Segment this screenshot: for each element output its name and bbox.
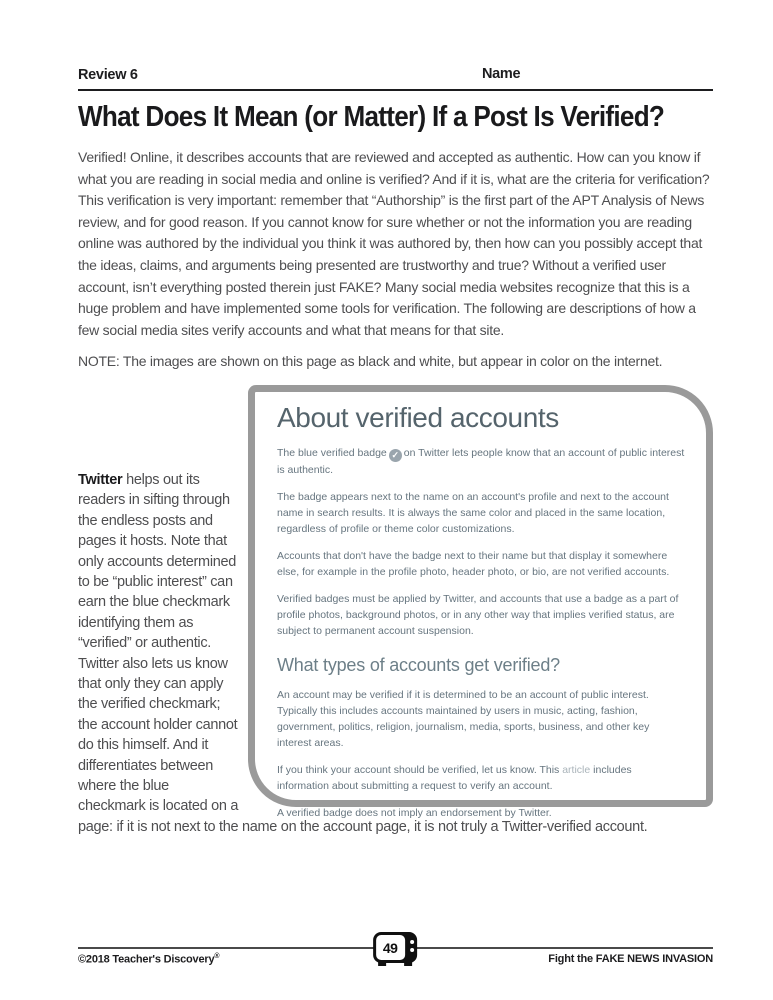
panel-paragraph-6	[277, 762, 686, 794]
copyright-main: ©2018 Teacher's Discovery	[78, 953, 215, 966]
tv-knob-icon	[410, 948, 414, 952]
twitter-section	[78, 385, 713, 837]
intro-paragraph: Verified! Online, it describes accounts that are reviewed and accepted as authentic. How can you know if what you are reading in social media and online is verified? And if it is, what are the criteria for verification? This verification is very important: remember that “Authorship” is the first part of the APT Analysis of News review, and for good reason. If you cannot know for sure whether or not the information you are reading online was authored by the individual you think it was authored by, then how can you possibly accept that the ideas, claims, and arguments being presented are trustworthy and true? Without a verified user account, isn’t everything posted therein just FAKE? Many social media websites recognize that this is a huge problem and have implemented some tools for verification. The following are descriptions of how a few social media sites verify accounts and what that means for that site.	[78, 149, 710, 338]
panel-p6-before: If you think your account should be verified, let us know. This	[277, 763, 563, 776]
panel-title: About verified accounts	[277, 401, 559, 433]
twitter-body-text: helps out its readers in sifting through the endless posts and pages it hosts. Note that only accounts determined to be “public interest” can earn the blue checkmark identifying them as “verified” or authentic. Twitter also lets us know that only they can apply the verified checkmark; the account holder cannot do this himself. And it differentiates between where the blue checkmark is located on a page: if it is not next to the name on the account page, it is not truly a Twitter-verified account.	[78, 471, 648, 835]
panel-p1-before: The blue verified badge	[277, 446, 387, 459]
panel-subheading: What types of accounts get verified?	[277, 654, 560, 675]
footer-tagline: Fight the FAKE NEWS INVASION	[548, 953, 713, 965]
panel-p6-after: includes information about submitting a request to verify an account.	[277, 763, 632, 792]
registered-mark: ®	[214, 953, 220, 960]
panel-p1-after: on Twitter lets people know that an account of public interest is authentic.	[277, 446, 685, 476]
page-number: 49	[376, 935, 405, 960]
page-header	[78, 66, 713, 86]
verified-accounts-panel	[248, 385, 713, 819]
note-paragraph: NOTE: The images are shown on this page as black and white, but appear in color on the internet.	[78, 353, 663, 370]
page-footer	[78, 930, 713, 985]
panel-paragraph-3: Accounts that don't have the badge next to their name but that display it somewhere else, for example in the profile photo, header photo, or bio, are not verified accounts.	[277, 549, 670, 578]
panel-paragraph-5: An account may be verified if it is determined to be an account of public interest. Typically this includes accounts maintained by users in music, acting, fashion, government, politics, religion, journalism, media, sports, business, and other key interest areas.	[277, 688, 650, 749]
copyright-text	[78, 953, 219, 966]
panel-paragraph-2: The badge appears next to the name on an account's profile and next to the account name in search results. It is always the same color and placed in the same location, regardless of profile or theme color customizations.	[277, 490, 669, 535]
name-label: Name	[482, 66, 521, 82]
panel-paragraph-4: Verified badges must be applied by Twitter, and accounts that use a badge as a part of profile photos, background photos, or in any other way that implies verified status, are subject to permanent account suspension.	[277, 592, 679, 637]
tv-page-number-icon	[373, 932, 417, 963]
tv-knob-icon	[410, 940, 414, 944]
header-rule	[78, 89, 713, 91]
page-content	[78, 66, 713, 837]
twitter-lead-word: Twitter	[78, 471, 123, 488]
review-label: Review 6	[78, 67, 138, 83]
page-title: What Does It Mean (or Matter) If a Post Is Verified?	[78, 101, 665, 133]
panel-paragraph-7: A verified badge does not imply an endorsement by Twitter.	[277, 806, 552, 819]
tv-foot	[404, 962, 412, 966]
article-link: article	[562, 763, 591, 776]
verified-check-icon: ✓	[389, 449, 402, 462]
panel-paragraph-1	[277, 445, 686, 478]
tv-foot	[378, 962, 386, 966]
